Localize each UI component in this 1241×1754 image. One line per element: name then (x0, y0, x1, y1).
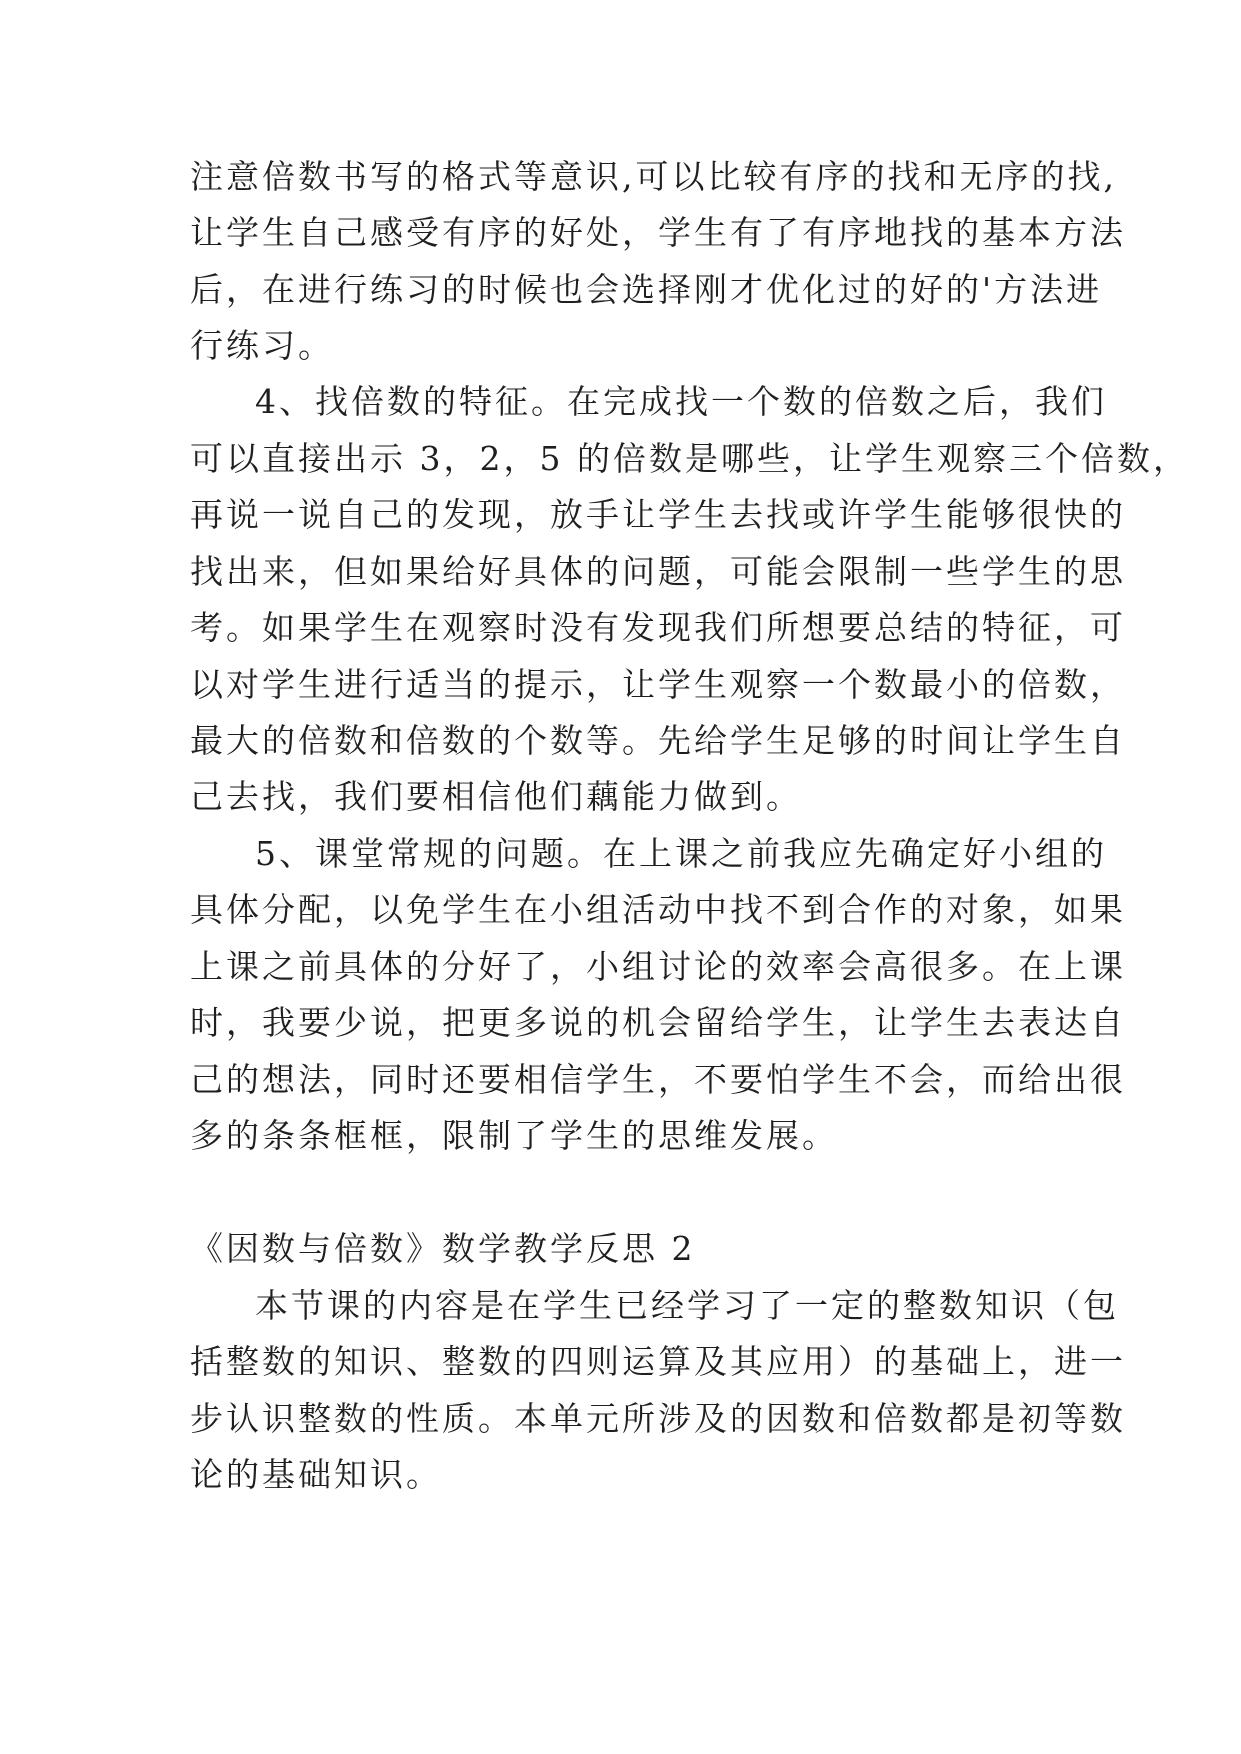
text-line: 多的条条框框，限制了学生的思维发展。 (190, 1116, 838, 1155)
text-line: 括整数的知识、整数的四则运算及其应用）的基础上，进一 (190, 1342, 1126, 1381)
text-line: 上课之前具体的分好了，小组讨论的效率会高很多。在上课 (190, 947, 1126, 986)
text-line: 可以直接出示 3，2，5 的倍数是哪些，让学生观察三个倍数， (190, 439, 1189, 478)
text-line: 让学生自己感受有序的好处，学生有了有序地找的基本方法 (190, 213, 1126, 252)
text-line: 以对学生进行适当的提示，让学生观察一个数最小的倍数， (190, 665, 1126, 704)
text-line: 具体分配，以免学生在小组活动中找不到合作的对象，如果 (190, 890, 1126, 929)
text-line: 最大的倍数和倍数的个数等。先给学生足够的时间让学生自 (190, 721, 1126, 760)
paragraph-first-line: 本节课的内容是在学生已经学习了一定的整数知识（包 (255, 1286, 1119, 1325)
text-line: 考。如果学生在观察时没有发现我们所想要总结的特征，可 (190, 608, 1126, 647)
text-line: 找出来，但如果给好具体的问题，可能会限制一些学生的思 (190, 552, 1126, 591)
section-heading: 《因数与倍数》数学教学反思 2 (190, 1229, 696, 1268)
text-line: 后，在进行练习的时候也会选择刚才优化过的好的'方法进 (190, 270, 1103, 309)
text-line: 时，我要少说，把更多说的机会留给学生，让学生去表达自 (190, 1003, 1126, 1042)
text-line: 论的基础知识。 (190, 1455, 442, 1494)
text-line: 步认识整数的性质。本单元所涉及的因数和倍数都是初等数 (190, 1399, 1126, 1438)
text-line: 注意倍数书写的格式等意识,可以比较有序的找和无序的找, (190, 157, 1117, 196)
text-line: 己的想法，同时还要相信学生，不要怕学生不会，而给出很 (190, 1060, 1126, 1099)
paragraph-first-line: 4、找倍数的特征。在完成找一个数的倍数之后，我们 (255, 382, 1107, 421)
text-line: 己去找，我们要相信他们藕能力做到。 (190, 777, 802, 816)
text-line: 再说一说自己的发现，放手让学生去找或许学生能够很快的 (190, 495, 1126, 534)
paragraph-first-line: 5、课堂常规的问题。在上课之前我应先确定好小组的 (255, 834, 1107, 873)
text-line: 行练习。 (190, 326, 334, 365)
